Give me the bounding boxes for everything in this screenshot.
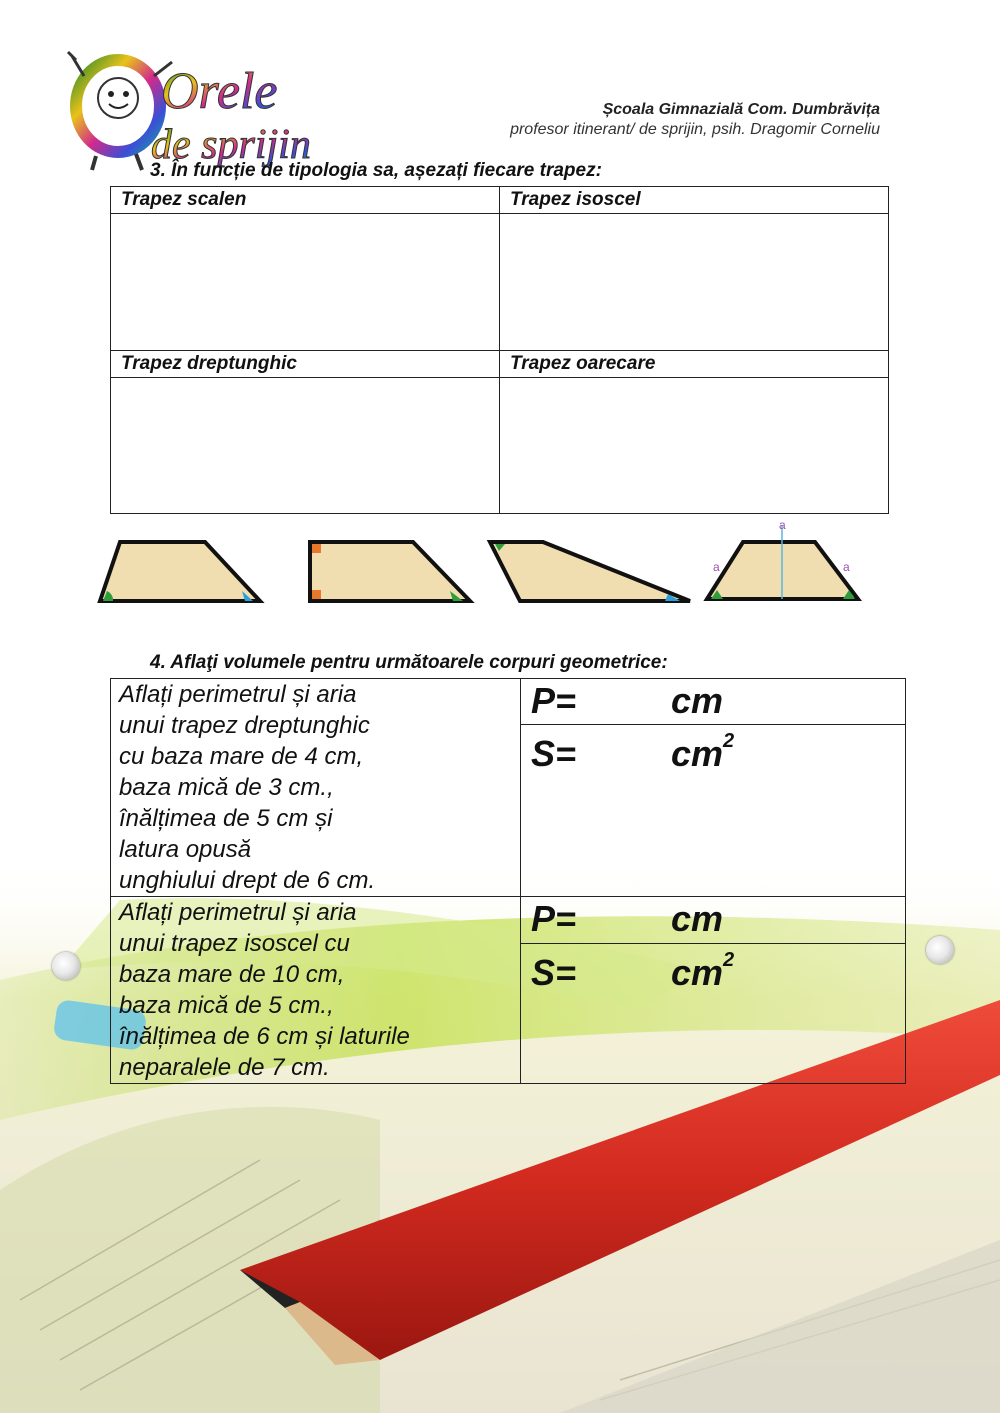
label-a-right: a bbox=[843, 560, 850, 574]
question-4-title: 4. Aflaţi volumele pentru următoarele corpuri geometrice: bbox=[150, 652, 668, 673]
area-label: S= bbox=[531, 951, 577, 993]
label-a-top: a bbox=[779, 518, 786, 532]
trapezoid-shapes bbox=[95, 515, 875, 610]
question-3-title: 3. În funcție de tipologia sa, așezați fiecare trapez: bbox=[150, 160, 602, 181]
svg-text:Orele: Orele bbox=[161, 63, 278, 120]
binder-hole-right bbox=[926, 936, 954, 964]
trapezoid-shape-3[interactable] bbox=[490, 542, 690, 601]
trapezoid-shape-2[interactable] bbox=[310, 542, 470, 601]
area-unit: cm bbox=[671, 732, 724, 774]
cell-header-scalen: Trapez scalen bbox=[111, 187, 500, 214]
svg-text:de sprijin: de sprijin bbox=[151, 122, 311, 168]
label-a-left: a bbox=[713, 560, 720, 574]
problem-1-perimeter-answer[interactable] bbox=[521, 679, 906, 725]
area-exponent: 2 bbox=[723, 729, 735, 752]
perimeter-unit: cm bbox=[671, 898, 724, 939]
drop-zone-isoscel[interactable] bbox=[500, 214, 889, 350]
problem-1-area-answer[interactable] bbox=[521, 724, 906, 896]
perimeter-label: P= bbox=[531, 898, 577, 939]
binder-hole-left bbox=[52, 952, 80, 980]
problem-1-text: Aflați perimetrul și aria unui trapez dreptunghic cu baza mare de 4 cm, baza mică de 3 cm., înălțimea de 5 cm și latura opusă unghiului drept de 6 cm. bbox=[111, 679, 521, 897]
area-label: S= bbox=[531, 732, 577, 774]
problem-2-text: Aflați perimetrul și aria unui trapez isoscel cu baza mare de 10 cm, baza mică de 5 cm., înălțimea de 6 cm și laturile neparalele de 7 cm. bbox=[111, 897, 521, 1084]
area-unit: cm bbox=[671, 951, 724, 993]
problems-table bbox=[110, 678, 906, 1084]
problem-2-perimeter-answer[interactable] bbox=[521, 897, 906, 944]
perimeter-label: P= bbox=[531, 680, 577, 721]
drop-zone-oarecare[interactable] bbox=[500, 377, 889, 513]
drop-zone-dreptunghic[interactable] bbox=[111, 377, 500, 513]
area-exponent: 2 bbox=[723, 948, 735, 971]
school-name: Școala Gimnazială Com. Dumbrăvița bbox=[602, 101, 880, 118]
cell-header-oarecare: Trapez oarecare bbox=[500, 350, 889, 377]
school-header bbox=[510, 100, 880, 140]
classification-table bbox=[110, 186, 889, 514]
perimeter-unit: cm bbox=[671, 680, 724, 721]
trapezoid-shape-4-isosceles[interactable] bbox=[707, 518, 858, 599]
cell-header-dreptunghic: Trapez dreptunghic bbox=[111, 350, 500, 377]
drop-zone-scalen[interactable] bbox=[111, 214, 500, 350]
teacher-name: profesor itinerant/ de sprijin, psih. Dragomir Corneliu bbox=[510, 121, 880, 138]
problem-2-area-answer[interactable] bbox=[521, 943, 906, 1083]
trapezoid-shape-1[interactable] bbox=[100, 542, 260, 601]
orele-de-sprijin-logo bbox=[66, 46, 366, 176]
cell-header-isoscel: Trapez isoscel bbox=[500, 187, 889, 214]
